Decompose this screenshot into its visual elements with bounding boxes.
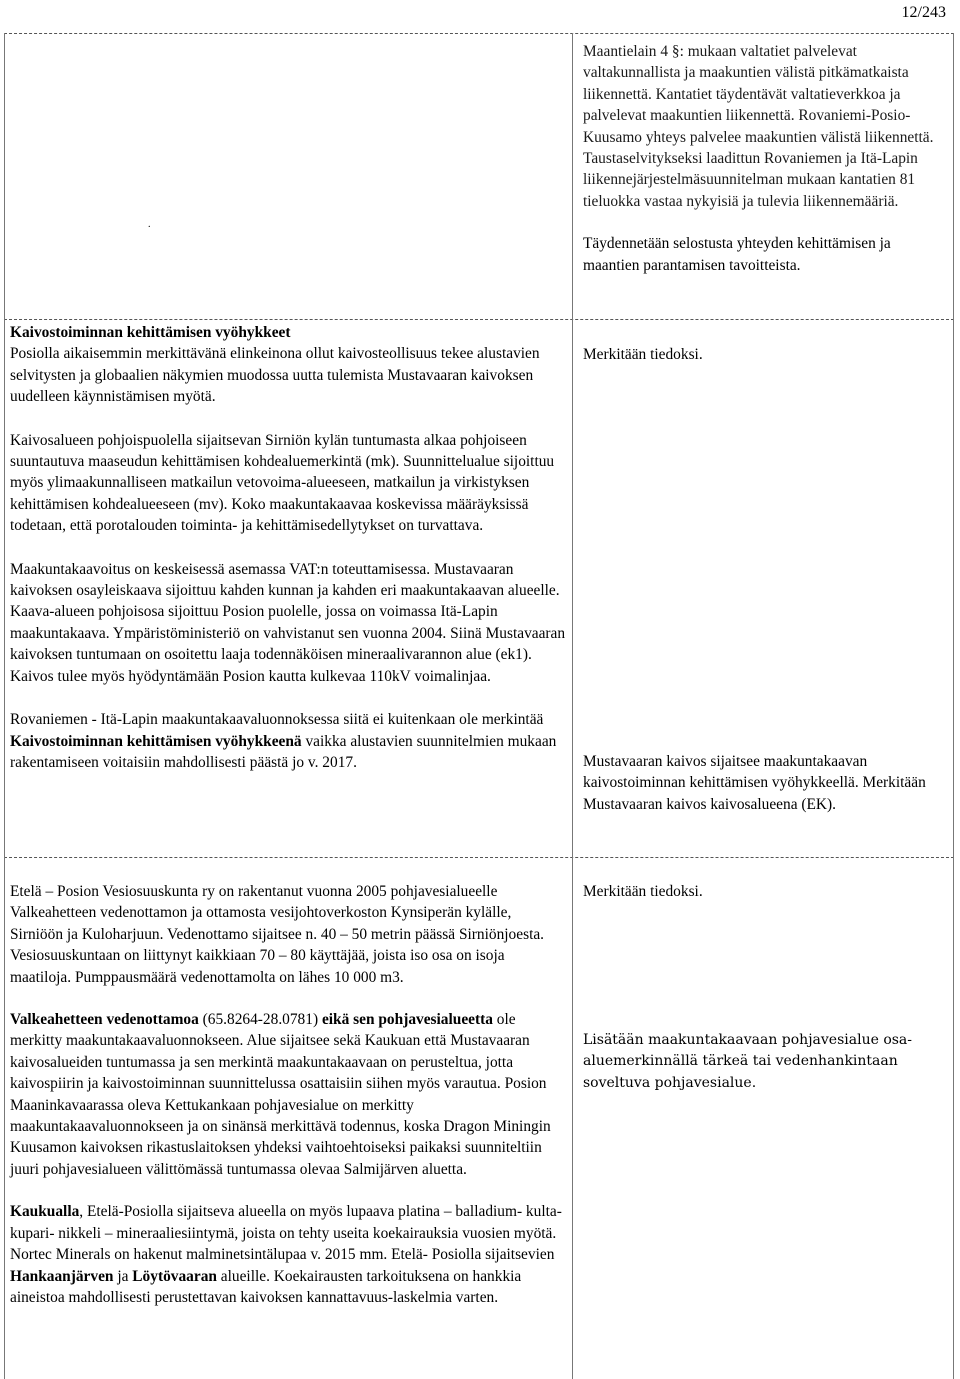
column-divider <box>572 33 573 1379</box>
row3-right-response-2: Lisätään maakuntakaavaan pohjavesialue osa-aluemerkinnällä tärkeä tai vedenhankintaan soveltuva pohjavesialue. <box>583 1032 913 1091</box>
row3-right-response-1: Merkitään tiedoksi. <box>583 883 703 900</box>
row3-left-cell <box>10 881 566 1308</box>
section-heading: Kaivostoiminnan kehittämisen vyöhykkeet <box>10 324 291 341</box>
row-divider-2 <box>4 857 954 858</box>
groundwater-paragraph: Valkeahetteen vedenottamoa (65.8264-28.0781) eikä sen pohjavesialueetta ole merkitty maakuntakaavaluonnokseen. Alue sijaitsee sekä Kaukuan että Mustavaaran kaivosalueiden tuntumassa ja sen merkintä maakuntakaavaan on perusteltua, jotta kaivospiirin ja kaivostoiminnan suunnittelussa osattaisiin siihen myös varautua. Posion Maaninkavaarassa oleva Kettukankaan pohjavesialue on merkitty maakuntakaavaluonnokseen ja on sinänsä merkittävä todennus, koska Dragon Miningin Kuusamon kaivoksen rikastuslaitoksen yhdeksi vaihtoehtoiseksi paikaksi suunniteltiin juuri pohjavesialueen välittömässä tuntumassa olevaa Salmijärven aluetta. <box>10 1011 551 1178</box>
road-supplement-paragraph: Täydennetään selostusta yhteyden kehittämisen ja maantien parantamisen tavoitteista. <box>583 235 891 274</box>
page-number: 12/243 <box>901 4 946 21</box>
row2-left-cell <box>10 322 566 773</box>
row-divider-1 <box>4 319 954 320</box>
mining-history-paragraph: Posiolla aikaisemmin merkittävänä elinkeinona ollut kaivosteollisuus tekee alustavien selvitysten ja globaalien näkymien muodossa uutta tulemista Mustavaaran kaivoksen uudelleen käynnistämisen myötä. <box>10 345 540 406</box>
table-right-border <box>953 33 954 1379</box>
water-cooperative-paragraph: Etelä – Posion Vesiosuuskunta ry on rakentanut vuonna 2005 pohjavesialueelle Valkeahetteen vedenottamon ja ottamosta vesijohtoverkoston Kynsiperän kylälle, Sirniöön ja Kuloharjuun. Vedenottamo sijaitsee n. 40 – 50 metrin päässä Sirniönjoesta. Vesiosuuskuntaan on liittynyt kaikkiaan 70 – 80 käyttäjää, joista iso osa on isoja maatiloja. Pumppausmäärä vedenottamolta on lähes 10 000 m3. <box>10 883 545 986</box>
rural-development-paragraph: Kaivosalueen pohjoispuolella sijaitsevan Sirniön kylän tuntumasta alkaa pohjoiseen suuntautuva maaseudun kehittämisen kohdealuemerkintä (mk). Suunnittelualue sijoittuu myös ylimaakunnalliseen matkailun vetovoima-alueeseen, matkailun ja virkistyksen kehittämisen kohdealueeseen (mv). Koko maakuntakaavaa koskevissa määräyksissä todetaan, että porotalouden toiminta- ja kehittämisedellytykset on turvattava. <box>10 431 555 535</box>
road-law-paragraph: Maantielain 4 §: mukaan valtatiet palvelevat valtakunnallista ja maakuntien välistä pitkämatkaista liikennettä. Kantatiet täydentävät valtatieverkkoa ja palvelevat maakuntien liikennettä. Rovaniemi-Posio-Kuusamo yhteys palvelee maakuntien välistä liikennettä. Taustaselvitykseksi laadittun Rovaniemen ja Itä-Lapin liikennejärjestelmäsuunnitelman mukaan kantatien 81 tieluokka vastaa nykyisiä ja tulevia liikennemääriä. <box>583 43 934 210</box>
draft-plan-paragraph: Rovaniemen - Itä-Lapin maakuntakaavaluonnoksessa siitä ei kuitenkaan ole merkintää Kaivostoiminnan kehittämisen vyöhykkeenä vaikka alustavien suunnitelmien mukaan rakentamiseen voitaisiin mahdollisesti päästä jo v. 2017. <box>10 711 557 771</box>
stray-mark: . <box>148 219 151 230</box>
row2-right-response-1: Merkitään tiedoksi. <box>583 346 703 363</box>
kaukua-deposit-paragraph: Kaukualla, Etelä-Posiolla sijaitseva alueella on myös lupaava platina – balladium- kulta- kupari- nikkeli – mineraaliesiintymä, joista on tehty useita koekairauksia vuosien myötä. Nortec Minerals on hakenut malminetsintälupaa v. 2015 mm. Etelä- Posiolla sijaitsevien Hankaanjärven ja Löytövaaran alueille. Koekairausten tarkoituksena on hankkia aineistoa mahdollisesti perustettavan kaivoksen kannattavuus-laskelmia varten. <box>10 1203 562 1306</box>
regional-planning-paragraph: Maakuntakaavoitus on keskeisessä asemassa VAT:n toteuttamisessa. Mustavaaran kaivoksen osayleiskaava sijoittuu kahden kunnan ja kahden eri maakuntakaavan alueelle. Kaava-alueen pohjoisosa sijoittuu Posion puolelle, jossa on voimassa Itä-Lapin maakuntakaava. Ympäristöministeriö on vahvistanut sen vuonna 2004. Siinä Mustavaaran kaivoksen tuntumaan on osoitettu laaja todennäköisen mineraalivarannon alue (ek1). Kaivos tulee myös hyödyntämään Posion kautta kulkevaa 110kV voimalinjaa. <box>10 560 566 685</box>
table-left-border <box>4 33 5 1379</box>
table-top-border <box>4 33 954 34</box>
row1-right-cell <box>583 41 948 276</box>
row2-right-response-2: Mustavaaran kaivos sijaitsee maakuntakaavan kaivostoiminnan kehittämisen vyöhykkeellä. Merkitään Mustavaaran kaivos kaivosalueena (EK). <box>583 753 926 813</box>
